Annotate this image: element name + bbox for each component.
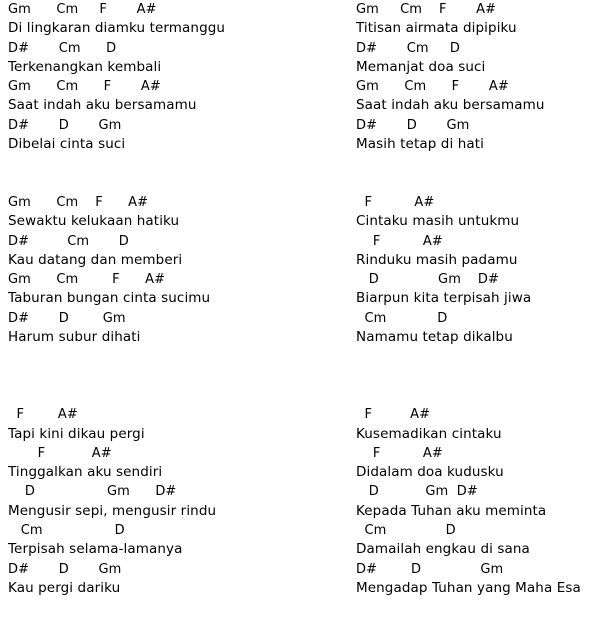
- blank-line: [8, 174, 308, 193]
- chord-line: Gm Cm F A#: [356, 79, 509, 95]
- lyric-line: Biarpun kita terpisah jiwa: [356, 290, 532, 307]
- lyric-line: Kau datang dan memberi: [8, 251, 183, 268]
- chord-line: F A#: [356, 233, 443, 249]
- chord-line: D Gm D#: [356, 272, 500, 288]
- chord-line: Cm D: [356, 310, 448, 326]
- lyric-line: Di lingkaran diamku termanggu: [8, 20, 226, 37]
- right-column: [356, 0, 615, 598]
- lyric-line: Mengadap Tuhan yang Maha Esa: [356, 579, 581, 596]
- blank-line: [8, 154, 308, 173]
- chord-line: Gm Cm F A#: [8, 194, 149, 210]
- lyric-line: Harum subur dihati: [8, 329, 141, 346]
- lyric-line: Kusemadikan cintaku: [356, 425, 502, 442]
- chord-line: D Gm D#: [356, 484, 478, 500]
- lyric-line: Mengusir sepi, mengusir rindu: [8, 502, 217, 519]
- chord-line: D# D Gm: [8, 310, 126, 326]
- lyric-line: Terpisah selama-lamanya: [8, 541, 183, 558]
- chord-line: D# Cm D: [8, 40, 117, 56]
- blank-line: [356, 367, 615, 386]
- chord-line: D# Cm D: [356, 40, 460, 56]
- lyric-line: Saat indah aku bersamamu: [8, 97, 197, 114]
- chord-line: Gm Cm F A#: [8, 272, 166, 288]
- chord-line: D# D Gm: [8, 117, 122, 133]
- blank-line: [356, 347, 615, 366]
- chord-line: D# D Gm: [356, 561, 504, 577]
- chord-line: Gm Cm F A#: [356, 2, 497, 17]
- lyric-line: Cintaku masih untukmu: [356, 213, 520, 230]
- blank-line: [8, 386, 308, 405]
- blank-line: [8, 347, 308, 366]
- chord-line: Cm D: [8, 523, 125, 539]
- lyric-line: Taburan bungan cinta sucimu: [8, 290, 211, 307]
- lyric-line: Sewaktu kelukaan hatiku: [8, 213, 180, 230]
- blank-line: [8, 367, 308, 386]
- lyric-line: Saat indah aku bersamamu: [356, 97, 545, 114]
- lyric-line: Namamu tetap dikalbu: [356, 329, 513, 346]
- chord-line: F A#: [356, 445, 443, 461]
- lyric-line: Titisan airmata dipipiku: [356, 20, 517, 37]
- chord-line: F A#: [8, 407, 78, 423]
- lyric-line: Damailah engkau di sana: [356, 541, 530, 558]
- lyric-line: Didalam doa kudusku: [356, 464, 504, 481]
- chord-line: D# Cm D: [8, 233, 129, 249]
- lyric-line: Kau pergi dariku: [8, 579, 121, 596]
- blank-line: [356, 154, 615, 173]
- chord-line: Gm Cm F A#: [8, 2, 157, 17]
- chord-line: D# D Gm: [8, 561, 122, 577]
- lyric-line: Terkenangkan kembali: [8, 58, 162, 75]
- chord-line: D Gm D#: [8, 484, 177, 500]
- lyric-line: Kepada Tuhan aku meminta: [356, 502, 547, 519]
- lyric-line: Memanjat doa suci: [356, 58, 486, 75]
- chord-line: D# D Gm: [356, 117, 470, 133]
- lyric-line: Dibelai cinta suci: [8, 136, 126, 153]
- chord-line: Cm D: [356, 523, 456, 539]
- blank-line: [356, 386, 615, 405]
- lyric-line: Tinggalkan aku sendiri: [8, 464, 163, 481]
- left-column: [8, 0, 308, 598]
- lyric-line: Rinduku masih padamu: [356, 251, 518, 268]
- chord-line: Gm Cm F A#: [8, 79, 161, 95]
- blank-line: [356, 174, 615, 193]
- lyric-line: Tapi kini dikau pergi: [8, 425, 145, 442]
- chord-line: F A#: [356, 407, 431, 423]
- lyric-line: Masih tetap di hati: [356, 136, 484, 153]
- chord-line: F A#: [8, 445, 112, 461]
- chord-line: F A#: [356, 194, 435, 210]
